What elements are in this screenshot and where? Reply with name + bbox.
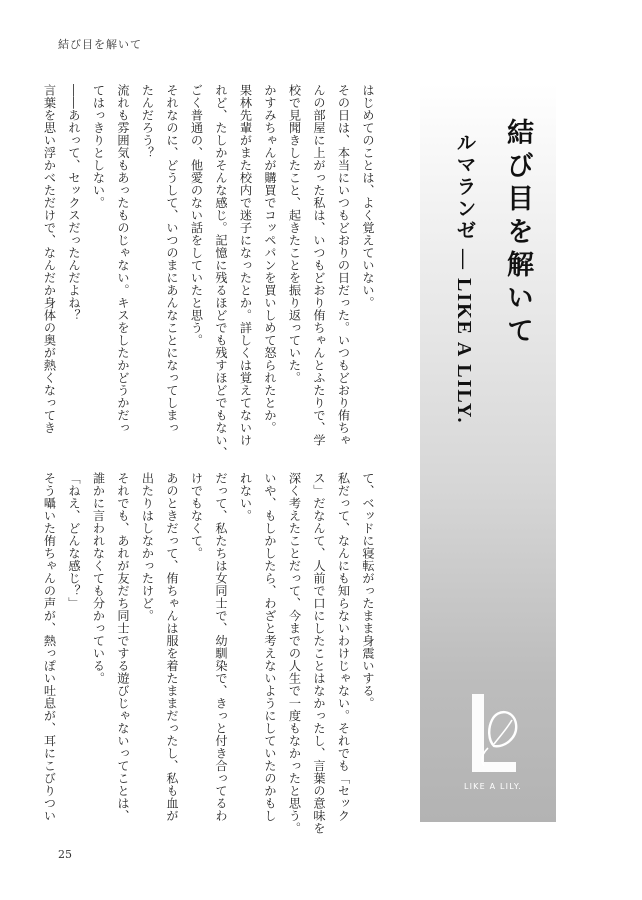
text-line: れど、たしかそんな感じ。記憶に残るほどでも残すほどでもない、 — [214, 84, 228, 459]
text-line: て、ベッドに寝転がったまま身震いする。 — [361, 472, 375, 710]
text-line: あのときだって、侑ちゃんは服を着たままだったし、私も血が — [165, 472, 179, 822]
text-line: ――あれって、セックスだったんだよね？ — [67, 84, 81, 322]
text-line: 果林先輩がまた校内で迷子になったとか。詳しくは覚えてないけ — [238, 84, 253, 447]
text-line: んの部屋に上がった私は、いつもどおり侑ちゃんとふたりで、学 — [312, 84, 326, 447]
text-line: 出たりはしなかったけど。 — [140, 472, 155, 622]
text-line: いや、もしかしたら、わざと考えないようにしていたのかもし — [263, 472, 277, 822]
text-line: 校で見聞きしたこと、起きたことを振り返っていた。 — [287, 84, 302, 384]
text-line: かすみちゃんが購買でコッペパンを買いしめて怒られたとか。 — [263, 84, 277, 434]
story-title: 結び目を解いて — [502, 118, 533, 349]
text-line: はじめてのことは、よく覚えていない。 — [361, 84, 375, 309]
text-line: ごく普通の、他愛のない話をしていたと思う。 — [189, 84, 204, 347]
text-line: 流れも雰囲気もあったものじゃない。キスをしたかどうかだっ — [116, 84, 130, 434]
lily-logo — [458, 690, 524, 800]
text-line: 深く考えたことだって、今までの人生で一度もなかったと思う。 — [287, 472, 302, 835]
text-line: ス」だなんて、人前で口にしたことはなかったし、言葉の意味を — [312, 472, 326, 835]
text-line: 私だって、なんにも知らないわけじゃない。それでも「セック — [336, 472, 351, 822]
title-panel — [420, 84, 556, 822]
text-line: てはっきりとしない。 — [91, 84, 106, 209]
body-text-lower — [42, 472, 380, 835]
text-line: それなのに、どうして、いつのまにあんなことになってしまっ — [165, 84, 179, 434]
text-line: だって、私たちは女同士で、幼馴染で、きっと付き合ってるわ — [214, 472, 228, 822]
page-number: 25 — [58, 848, 72, 861]
logo-text: LIKE A LILY. — [463, 782, 523, 791]
text-line: 言葉を思い浮かべただけで、なんだか身体の奥が熱くなってき — [42, 84, 57, 434]
story-subtitle: ルマランゼ — LIKE A LILY. — [453, 132, 475, 425]
text-line: それでも、あれが友だち同士でする遊びじゃないってことは、 — [116, 472, 130, 822]
text-line: 「ねえ、どんな感じ？」 — [67, 472, 81, 610]
body-text-upper — [42, 84, 380, 459]
text-line: れない。 — [238, 472, 253, 522]
running-title: 結び目を解いて — [58, 38, 142, 51]
text-line: 誰かに言われなくても分かっている。 — [91, 472, 106, 685]
text-line: たんだろう？ — [140, 84, 155, 159]
text-line: そう囁いた侑ちゃんの声が、熱っぽい吐息が、耳にこびりつい — [42, 472, 57, 822]
text-line: その日は、本当にいつもどおりの日だった。いつもどおり侑ちゃ — [336, 84, 351, 447]
lily-icon — [458, 690, 524, 782]
text-line: けでもなくて。 — [189, 472, 204, 560]
